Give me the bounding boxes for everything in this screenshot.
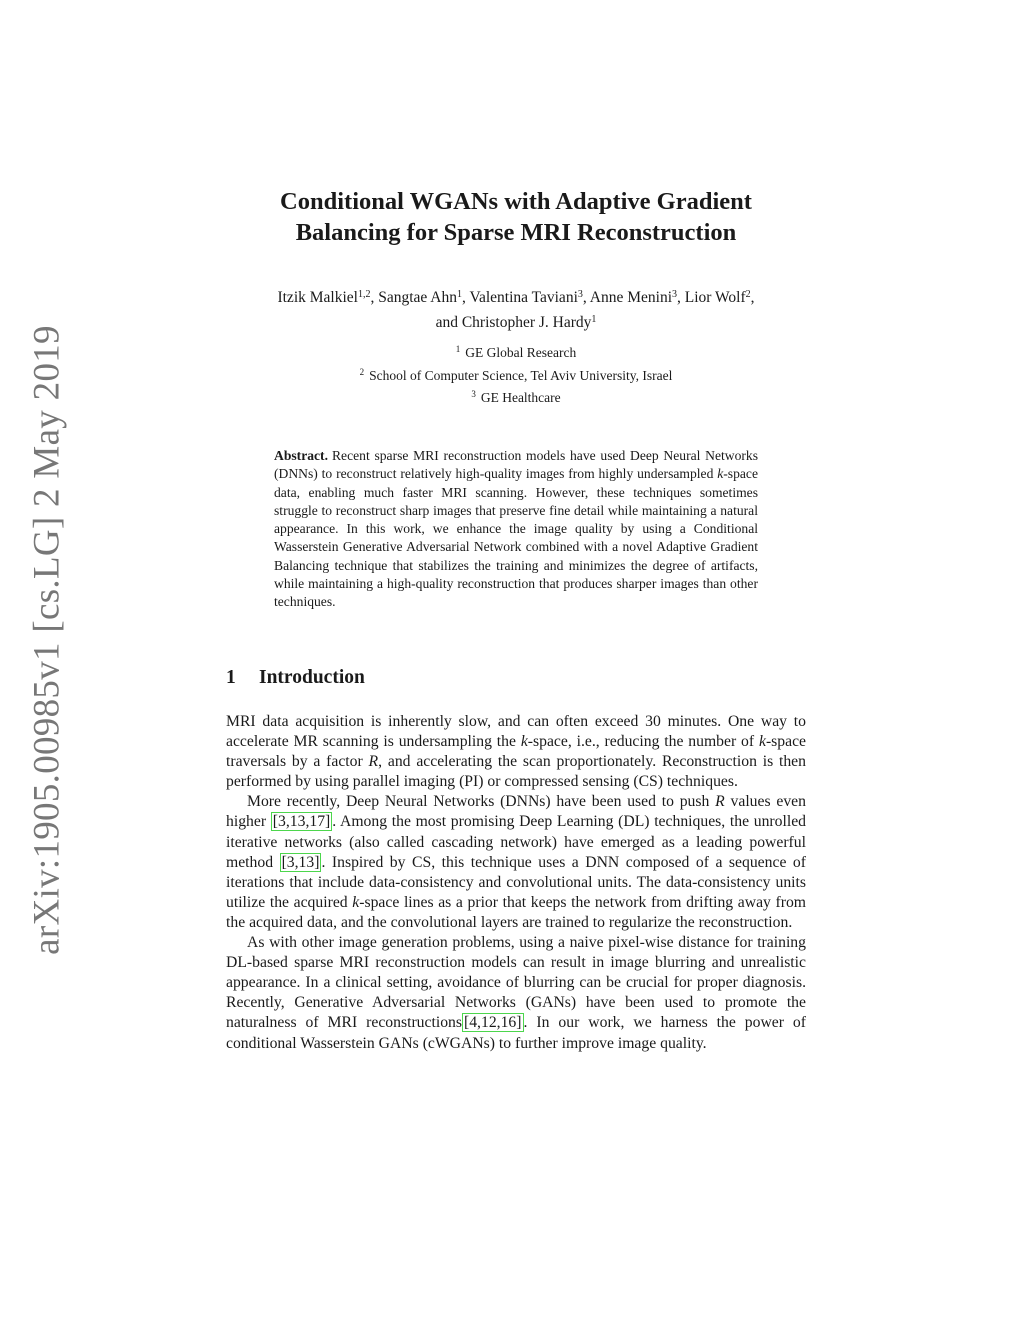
author-name: Anne Menini: [589, 289, 673, 306]
paragraph-text: -space lines as a prior that keeps the network from drifting away from the acquired data, and the convolutional layers are trained to regularize the reconstruction.: [226, 893, 807, 931]
author-affil-sup: 3: [577, 289, 583, 300]
author-name: Sangtae Ahn: [378, 289, 457, 306]
affiliation-item: [226, 340, 806, 363]
author-separator: ,: [677, 289, 685, 306]
paragraph-text: -space traversals by a factor: [226, 733, 806, 771]
citation-link[interactable]: [3,13,17]: [272, 813, 331, 831]
affiliation-sup: 1: [455, 344, 461, 354]
author-line-1: [226, 284, 806, 309]
affiliation-text: GE Global Research: [465, 345, 577, 360]
section-body: [226, 712, 806, 1054]
paragraph-text: , and accelerating the scan proportionately. Reconstruction is then performed by using parallel imaging (PI) or compressed sensing (CS) techniques.: [226, 753, 806, 791]
section-heading: [226, 667, 806, 689]
title-line-1: Conditional WGANs with Adaptive Gradient: [280, 188, 752, 215]
math-k: k: [758, 733, 766, 751]
paragraph-text: values even higher: [226, 793, 806, 831]
author-name: Lior Wolf: [684, 289, 746, 306]
citation-link[interactable]: [4,12,16]: [463, 1014, 522, 1032]
abstract-label: Abstract.: [274, 448, 328, 463]
author-affil-sup: 1: [457, 289, 462, 300]
paragraph-text: MRI data acquisition is inherently slow, and can often exceed 30 minutes. One way to accelerate MR scanning is undersampling the: [226, 713, 806, 751]
affiliation-sup: 2: [359, 366, 365, 377]
author-separator: ,: [750, 289, 755, 306]
paragraph-3: [226, 933, 806, 1054]
affiliation-list: [226, 340, 806, 408]
arxiv-sidebar: [22, 325, 72, 955]
section-number: 1: [226, 667, 236, 688]
affiliation-item: [226, 385, 806, 408]
affiliation-text: School of Computer Science, Tel Aviv University, Israel: [369, 367, 673, 383]
paragraph-text: . Among the most promising Deep Learning (DL) techniques, the unrolled iterative networks (also called cascading network) have emerged as a leading powerful method: [226, 813, 807, 871]
citation-link[interactable]: [3,13]: [281, 853, 320, 871]
author-affil-sup: 2: [745, 289, 751, 300]
paragraph-text: . In our work, we harness the power of conditional Wasserstein GANs (cWGANs) to further improve image quality.: [226, 1014, 806, 1052]
author-name: and Christopher J. Hardy: [435, 314, 592, 331]
author-list: [226, 284, 806, 334]
math-r: R: [715, 793, 725, 811]
affiliation-item: [226, 363, 806, 386]
abstract-text: Recent sparse MRI reconstruction models have used Deep Neural Networks (DNNs) to reconstruct relatively high-quality images from highly undersampled: [274, 448, 758, 482]
affiliation-sup: 3: [471, 389, 476, 399]
arxiv-identifier: arXiv:1905.00985v1 [cs.LG] 2 May 2019: [26, 325, 68, 955]
abstract-text: -space data, enabling much faster MRI scanning. However, these techniques sometimes struggle to reconstruct sharp images that preserve fine detail while maintaining a natural appearance. In this work, we enhance the image quality by using a Conditional Wasserstein Generative Adversarial Network combined with a novel Adaptive Gradient Balancing technique that stabilizes the training and minimizes the degree of artifacts, while maintaining a high-quality reconstruction that produces sharper images than other techniques.: [274, 466, 758, 610]
paragraph-text: -space, i.e., reducing the number of: [527, 733, 759, 751]
author-name: Itzik Malkiel: [277, 289, 358, 306]
paragraph-text: As with other image generation problems, using a naive pixel-wise distance for training DL-based sparse MRI reconstruction models can result in image blurring and unrealistic appearance. In a clinical setting, avoidance of blurring can be crucial for proper diagnosis. Recently, Generative Adversarial Networks (GANs) have been used to promote the naturalness of MRI reconstructions: [226, 934, 806, 1032]
paragraph-1: [226, 712, 806, 792]
author-affil-sup: 1: [591, 314, 597, 325]
math-k: k: [352, 893, 360, 911]
author-affil-sup: 1,2: [357, 289, 371, 300]
math-k: k: [520, 733, 528, 751]
abstract: [274, 447, 758, 612]
author-separator: ,: [370, 289, 379, 306]
paragraph-text: More recently, Deep Neural Networks (DNNs) have been used to push: [247, 793, 716, 811]
author-affil-sup: 3: [672, 289, 678, 300]
author-separator: ,: [462, 289, 470, 306]
author-separator: ,: [582, 289, 590, 306]
affiliation-text: GE Healthcare: [480, 390, 561, 405]
author-line-2: [226, 309, 806, 334]
title-line-2: Balancing for Sparse MRI Reconstruction: [295, 219, 737, 246]
author-name: Valentina Taviani: [469, 289, 578, 306]
section-title: Introduction: [259, 667, 365, 688]
paragraph-2: [226, 792, 806, 933]
math-r: R: [368, 753, 379, 771]
paragraph-text: . Inspired by CS, this technique uses a DNN composed of a sequence of iterations that include data-consistency and convolutional units. The data-consistency units utilize the acquired: [226, 853, 806, 911]
math-k: k: [717, 466, 724, 482]
paper-title: [226, 186, 806, 248]
